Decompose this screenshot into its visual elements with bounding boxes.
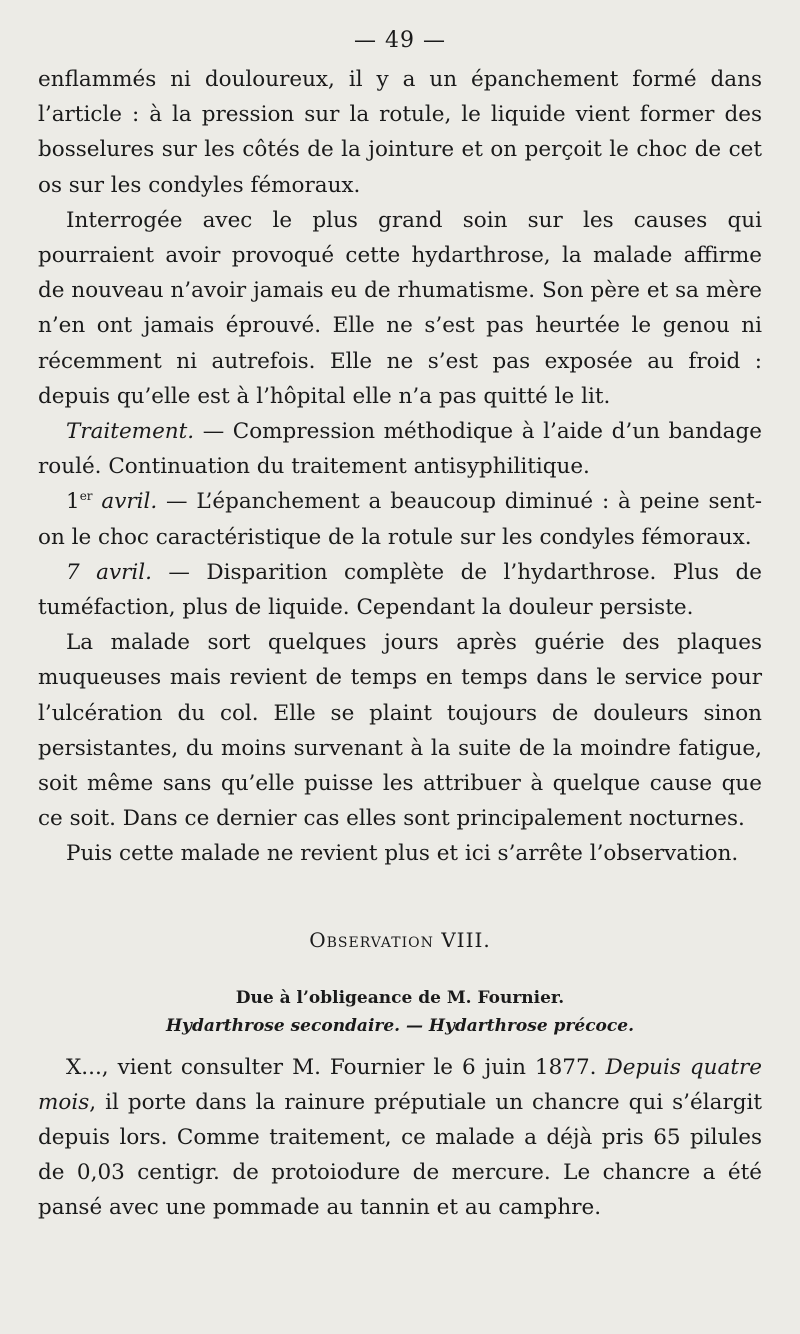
observation-number: VIII. xyxy=(441,927,491,952)
paragraph-april-1 xyxy=(38,484,762,554)
paragraph-1: enflammés ni douloureux, il y a un épanchement formé dans l’article : à la pression sur la rotule, le liquide vient former des bosselures sur les côtés de la jointure et on perçoit le choc de cet os sur les condyles fémoraux. xyxy=(38,67,762,198)
paragraph-8-start: X..., vient consulter M. Fournier le 6 juin 1877. xyxy=(66,1054,606,1080)
paragraph-8 xyxy=(38,1050,762,1226)
paragraph-8-italic: Depuis quatre mois xyxy=(38,1054,762,1115)
observation-word: Observation xyxy=(309,927,434,952)
paragraph-april-7 xyxy=(38,555,762,625)
paragraph-treatment xyxy=(38,414,762,484)
treatment-label: Traitement. xyxy=(66,419,195,445)
april-1-sup: er xyxy=(79,489,93,504)
april-1-day: 1 xyxy=(66,489,80,515)
april-1-text: — L’épanchement a beaucoup diminué : à peine sent-on le choc caractéristique de la rotule sur les condyles fémoraux. xyxy=(38,489,762,550)
paragraph-6: La malade sort quelques jours après guérie des plaques muqueuses mais revient de temps en temps dans le service pour l’ulcération du col. Elle se plaint toujours de douleurs sinon persistantes, du moins survenant à la suite de la moindre fatigue, soit même sans qu’elle puisse les attribuer à quelque cause que ce soit. Dans ce dernier cas elles sont principalement nocturnes. xyxy=(38,630,762,832)
paragraph-8-end: , il porte dans la rainure préputiale un chancre qui s’élargit depuis lors. Comme traitement, ce malade a déjà pris 65 pilules de 0,03 centigr. de protoiodure de mercure. Le chancre a été pansé avec une pommade au tannin et au camphre. xyxy=(38,1089,762,1221)
observation-credit: Due à l’obligeance de M. Fournier. xyxy=(235,987,565,1008)
april-7-text: — Disparition complète de l’hydarthrose. Plus de tuméfaction, plus de liquide. Cependant la douleur persiste. xyxy=(38,559,763,621)
april-7-label: 7 avril. xyxy=(66,559,152,585)
page-number: — 49 — xyxy=(354,28,446,53)
observation-title xyxy=(38,928,762,968)
observation-subtitle: Hydarthrose secondaire. — Hydarthrose précoce. xyxy=(166,1015,634,1036)
treatment-text: — Compression méthodique à l’aide d’un bandage roulé. Continuation du traitement antisyphilitique. xyxy=(38,419,762,480)
paragraph-2: Interrogée avec le plus grand soin sur les causes qui pourraient avoir provoqué cette hydarthrose, la malade affirme de nouveau n’avoir jamais eu de rhumatisme. Son père et sa mère n’en ont jamais éprouvé. Elle ne s’est pas heurtée le genou ni récemment ni autrefois. Elle ne s’est pas exposée au froid : depuis qu’elle est à l’hôpital elle n’a pas quitté le lit. xyxy=(38,207,762,409)
paragraph-7: Puis cette malade ne revient plus et ici s’arrête l’observation. xyxy=(66,841,739,867)
april-1-label: avril. xyxy=(92,489,158,515)
